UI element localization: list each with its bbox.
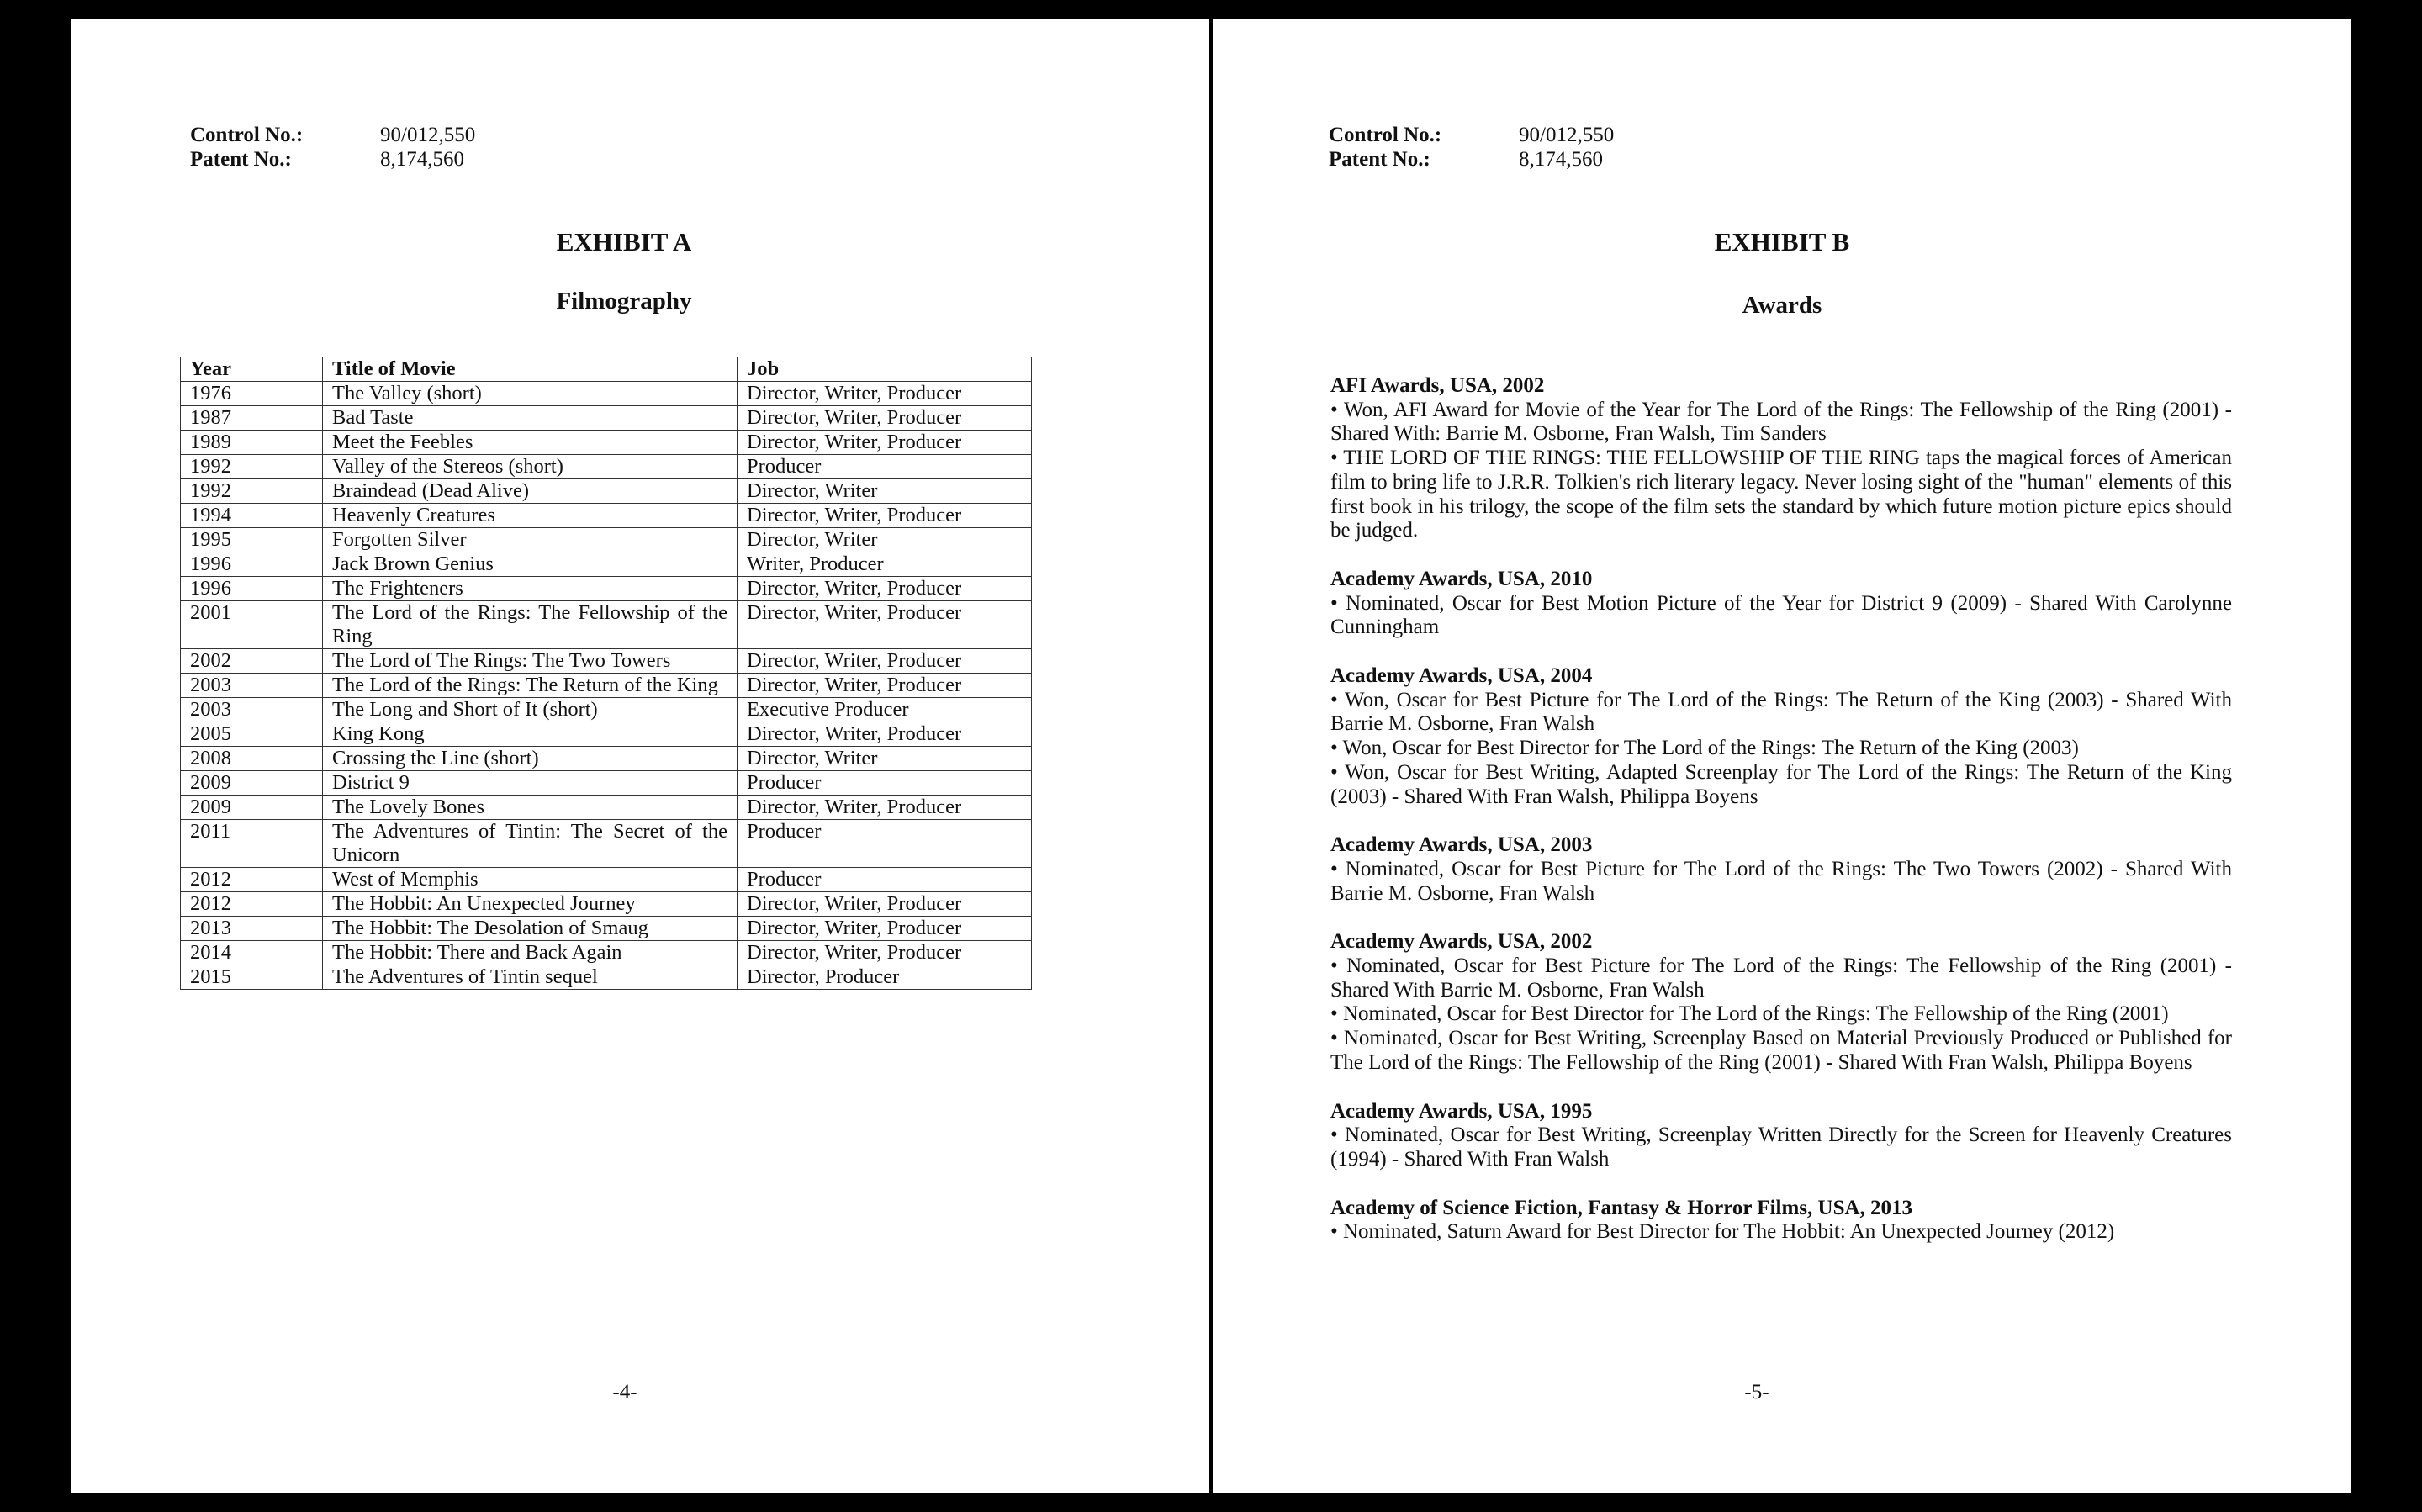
document-meta	[190, 123, 475, 172]
table-row	[181, 479, 1032, 504]
cell-job: Director, Writer, Producer	[738, 504, 1032, 528]
cell-title: The Hobbit: The Desolation of Smaug	[323, 917, 738, 941]
cell-year: 2015	[181, 965, 323, 990]
award-group	[1330, 930, 2232, 1075]
award-item: • Nominated, Oscar for Best Picture for The Lord of the Rings: The Two Towers (2002) - Shared With Barrie M. Osborne, Fran Walsh	[1330, 857, 2232, 905]
cell-year: 2014	[181, 941, 323, 965]
header-title: Title of Movie	[323, 357, 738, 382]
cell-title: The Lord of The Rings: The Two Towers	[323, 649, 738, 674]
cell-year: 1996	[181, 552, 323, 577]
award-heading: AFI Awards, USA, 2002	[1330, 374, 1545, 397]
cell-year: 2012	[181, 868, 323, 892]
award-item: • Won, Oscar for Best Writing, Adapted Screenplay for The Lord of the Rings: The Return of the King (2003) - Shared With Fran Walsh, Philippa Boyens	[1330, 760, 2232, 808]
cell-job: Director, Writer, Producer	[738, 577, 1032, 601]
award-heading: Academy of Science Fiction, Fantasy & Horror Films, USA, 2013	[1330, 1196, 1913, 1219]
table-row	[181, 552, 1032, 577]
patent-number-label: Patent No.:	[1329, 148, 1430, 171]
cell-job: Director, Writer, Producer	[738, 601, 1032, 649]
cell-job: Director, Writer	[738, 479, 1032, 504]
page-5	[1213, 19, 2351, 1493]
cell-title: Crossing the Line (short)	[323, 747, 738, 771]
award-item: • Won, Oscar for Best Director for The Lord of the Rings: The Return of the King (2003)	[1330, 737, 2079, 760]
cell-job: Director, Writer, Producer	[738, 431, 1032, 455]
cell-title: The Hobbit: There and Back Again	[323, 941, 738, 965]
table-row	[181, 406, 1032, 431]
cell-year: 2012	[181, 892, 323, 917]
cell-year: 2013	[181, 917, 323, 941]
award-item: • Won, Oscar for Best Picture for The Lord of the Rings: The Return of the King (2003) - Shared With Barrie M. Osborne, Fran Walsh	[1330, 688, 2232, 736]
cell-year: 2003	[181, 698, 323, 722]
cell-job: Director, Writer, Producer	[738, 796, 1032, 820]
award-group	[1330, 1197, 2232, 1245]
cell-title: Heavenly Creatures	[323, 504, 738, 528]
cell-title: Valley of the Stereos (short)	[323, 455, 738, 479]
award-group	[1330, 1100, 2232, 1172]
table-row	[181, 747, 1032, 771]
cell-title: Bad Taste	[323, 406, 738, 431]
award-group	[1330, 664, 2232, 809]
cell-year: 2005	[181, 722, 323, 747]
patent-number-value: 8,174,560	[1519, 148, 1603, 171]
cell-job: Producer	[738, 868, 1032, 892]
cell-title: Braindead (Dead Alive)	[323, 479, 738, 504]
table-row	[181, 382, 1032, 406]
cell-year: 2002	[181, 649, 323, 674]
table-row	[181, 820, 1032, 868]
cell-year: 2008	[181, 747, 323, 771]
cell-title: Jack Brown Genius	[323, 552, 738, 577]
control-number-label: Control No.:	[1329, 124, 1442, 146]
award-item: • Nominated, Oscar for Best Picture for The Lord of the Rings: The Fellowship of the Ring (2001) - Shared With Barrie M. Osborne, Fran Walsh	[1330, 954, 2232, 1002]
table-row	[181, 649, 1032, 674]
cell-year: 2011	[181, 820, 323, 868]
cell-title: Forgotten Silver	[323, 528, 738, 552]
page-4	[71, 19, 1209, 1493]
table-row	[181, 528, 1032, 552]
cell-year: 1994	[181, 504, 323, 528]
cell-title: The Valley (short)	[323, 382, 738, 406]
award-group	[1330, 833, 2232, 906]
table-row	[181, 577, 1032, 601]
award-heading: Academy Awards, USA, 2010	[1330, 567, 1593, 590]
table-row	[181, 698, 1032, 722]
section-title: Awards	[1742, 292, 1822, 319]
cell-job: Director, Writer, Producer	[738, 917, 1032, 941]
award-group	[1330, 568, 2232, 640]
table-row	[181, 892, 1032, 917]
control-number-row	[1329, 123, 1614, 147]
patent-number-value: 8,174,560	[380, 148, 464, 171]
control-number-row	[190, 123, 475, 147]
table-row	[181, 504, 1032, 528]
cell-job: Producer	[738, 820, 1032, 868]
cell-job: Writer, Producer	[738, 552, 1032, 577]
cell-job: Director, Writer, Producer	[738, 941, 1032, 965]
cell-year: 1987	[181, 406, 323, 431]
award-heading: Academy Awards, USA, 2002	[1330, 930, 1593, 954]
cell-year: 2001	[181, 601, 323, 649]
table-header-row	[181, 357, 1032, 382]
award-heading: Academy Awards, USA, 2004	[1330, 664, 1593, 688]
award-heading: Academy Awards, USA, 1995	[1330, 1099, 1593, 1123]
table-row	[181, 796, 1032, 820]
award-item: • Nominated, Saturn Award for Best Director for The Hobbit: An Unexpected Journey (2012)	[1330, 1220, 2115, 1244]
cell-title: West of Memphis	[323, 868, 738, 892]
award-heading: Academy Awards, USA, 2003	[1330, 833, 1593, 857]
cell-job: Producer	[738, 771, 1032, 796]
cell-job: Director, Writer, Producer	[738, 382, 1032, 406]
table-row	[181, 722, 1032, 747]
exhibit-title: EXHIBIT B	[1714, 227, 1850, 256]
table-row	[181, 674, 1032, 698]
page-number: -4-	[612, 1381, 637, 1404]
cell-title: The Adventures of Tintin: The Secret of the Unicorn	[323, 820, 738, 868]
awards-list	[1330, 374, 2232, 1269]
exhibit-title: EXHIBIT A	[556, 227, 692, 256]
cell-year: 2003	[181, 674, 323, 698]
cell-title: The Adventures of Tintin sequel	[323, 965, 738, 990]
table-row	[181, 917, 1032, 941]
page-number: -5-	[1744, 1381, 1769, 1404]
control-number-value: 90/012,550	[380, 124, 476, 146]
award-item: • Nominated, Oscar for Best Director for The Lord of the Rings: The Fellowship of the Ring (2001)	[1330, 1002, 2169, 1026]
table-row	[181, 601, 1032, 649]
cell-year: 2009	[181, 796, 323, 820]
cell-title: The Lovely Bones	[323, 796, 738, 820]
award-item: • THE LORD OF THE RINGS: THE FELLOWSHIP OF THE RING taps the magical forces of American film to bring life to J.R.R. Tolkien's rich literary legacy. Never losing sight of the "human" elements of this first book in his trilogy, the scope of the film sets the standard by which future motion picture epics should be judged.	[1330, 447, 2232, 542]
award-item: • Nominated, Oscar for Best Motion Picture of the Year for District 9 (2009) - Shared With Carolynne Cunningham	[1330, 591, 2232, 639]
control-number-label: Control No.:	[190, 124, 304, 146]
cell-year: 2009	[181, 771, 323, 796]
table-row	[181, 941, 1032, 965]
cell-job: Director, Writer, Producer	[738, 406, 1032, 431]
cell-title: The Lord of the Rings: The Return of the King	[323, 674, 738, 698]
cell-job: Director, Writer, Producer	[738, 649, 1032, 674]
header-year: Year	[181, 357, 323, 382]
cell-job: Director, Writer, Producer	[738, 722, 1032, 747]
cell-year: 1996	[181, 577, 323, 601]
cell-job: Director, Writer	[738, 747, 1032, 771]
cell-job: Director, Writer, Producer	[738, 892, 1032, 917]
patent-number-label: Patent No.:	[190, 148, 292, 171]
table-row	[181, 431, 1032, 455]
header-job: Job	[738, 357, 1032, 382]
patent-number-row	[1329, 147, 1614, 172]
cell-year: 1992	[181, 479, 323, 504]
cell-title: The Hobbit: An Unexpected Journey	[323, 892, 738, 917]
cell-job: Executive Producer	[738, 698, 1032, 722]
award-item: • Won, AFI Award for Movie of the Year for The Lord of the Rings: The Fellowship of the Ring (2001) - Shared With: Barrie M. Osborne, Fran Walsh, Tim Sanders	[1330, 398, 2232, 446]
cell-year: 1976	[181, 382, 323, 406]
table-row	[181, 868, 1032, 892]
cell-title: The Lord of the Rings: The Fellowship of the Ring	[323, 601, 738, 649]
cell-title: King Kong	[323, 722, 738, 747]
cell-year: 1995	[181, 528, 323, 552]
document-meta	[1329, 123, 1614, 172]
cell-title: The Frighteners	[323, 577, 738, 601]
section-title: Filmography	[556, 288, 692, 315]
filmography-body	[181, 382, 1032, 990]
award-item: • Nominated, Oscar for Best Writing, Screenplay Based on Material Previously Produced or Published for The Lord of the Rings: The Fellowship of the Ring (2001) - Shared With Fran Walsh, Philippa Boyens	[1330, 1027, 2232, 1074]
filmography-table	[180, 357, 1032, 990]
table-row	[181, 771, 1032, 796]
patent-number-row	[190, 147, 475, 172]
award-item: • Nominated, Oscar for Best Writing, Screenplay Written Directly for the Screen for Heavenly Creatures (1994) - Shared With Fran Walsh	[1330, 1123, 2232, 1171]
cell-year: 1992	[181, 455, 323, 479]
control-number-value: 90/012,550	[1519, 124, 1615, 146]
table-row	[181, 455, 1032, 479]
cell-job: Producer	[738, 455, 1032, 479]
cell-job: Director, Writer, Producer	[738, 674, 1032, 698]
cell-year: 1989	[181, 431, 323, 455]
cell-job: Director, Writer	[738, 528, 1032, 552]
cell-title: The Long and Short of It (short)	[323, 698, 738, 722]
table-row	[181, 965, 1032, 990]
cell-title: Meet the Feebles	[323, 431, 738, 455]
cell-job: Director, Producer	[738, 965, 1032, 990]
cell-title: District 9	[323, 771, 738, 796]
award-group	[1330, 374, 2232, 543]
